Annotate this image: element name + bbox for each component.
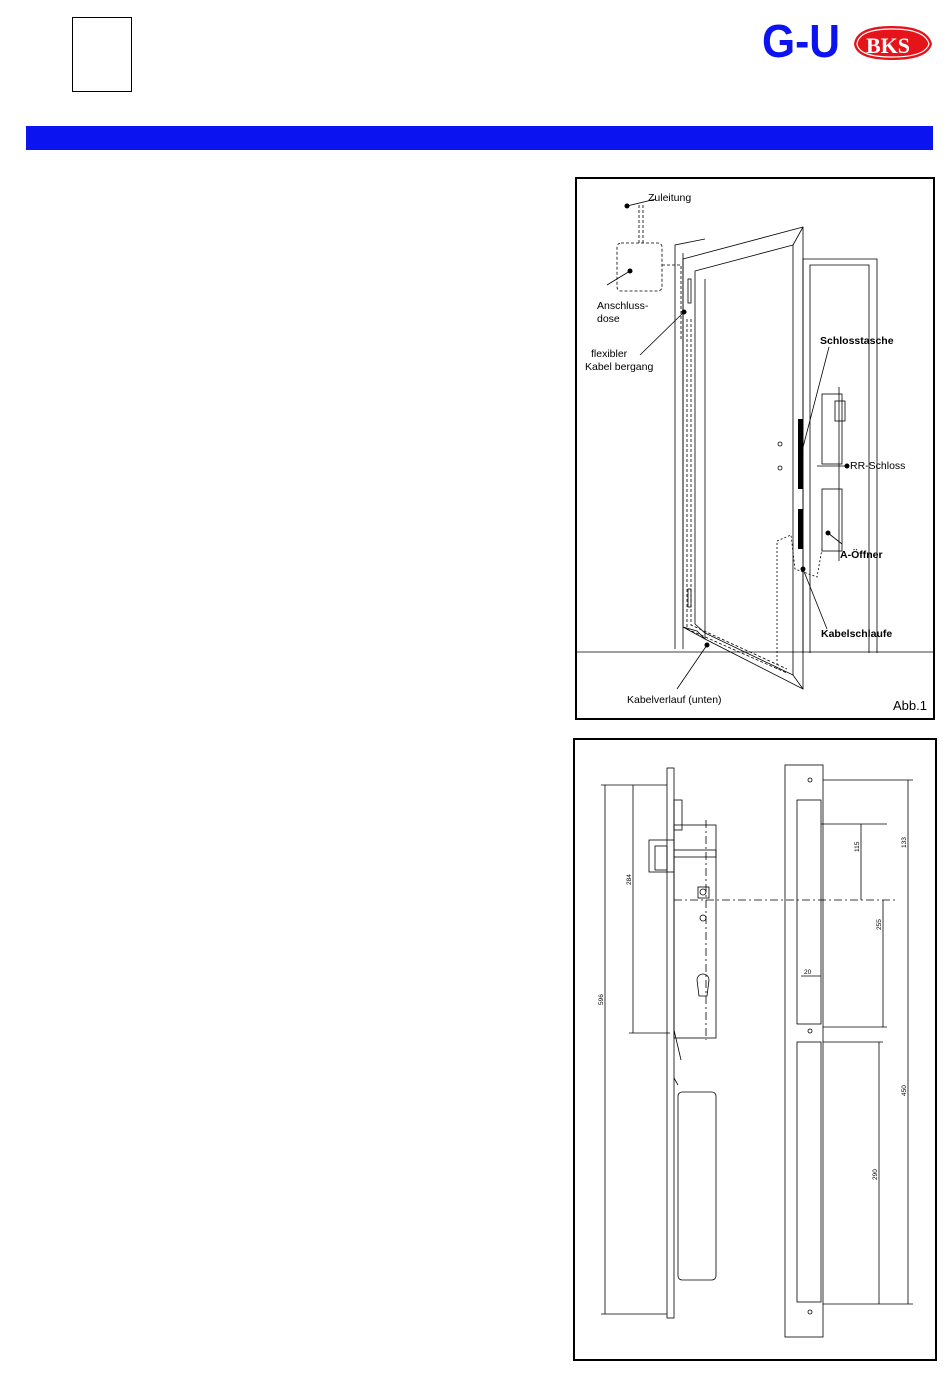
dim-115: 115 (854, 841, 861, 852)
label-kabelverlauf: Kabelverlauf (unten) (627, 694, 722, 706)
label-flex-1: flexibler (591, 348, 628, 360)
dim-596: 596 (598, 994, 605, 1005)
dim-450: 450 (901, 1085, 908, 1096)
svg-text:G-U: G-U (762, 15, 840, 64)
label-flex-2: Kabel bergang (585, 361, 654, 373)
gu-logo (762, 15, 840, 64)
dim-20: 20 (804, 969, 812, 976)
header-divider-bar (26, 126, 933, 150)
brand-logo (760, 14, 935, 64)
label-anschlussdose-1: Anschluss- (597, 300, 649, 312)
figure-caption: Abb.1 (893, 698, 927, 713)
label-anschlussdose-2: dose (597, 313, 620, 325)
figure-lock-dimensions (573, 738, 937, 1361)
label-schlosstasche: Schlosstasche (820, 335, 894, 347)
label-kabelschlaufe: Kabelschlaufe (821, 628, 893, 640)
dim-284: 284 (626, 874, 633, 885)
page-number-box (72, 17, 132, 92)
dim-255: 255 (876, 919, 883, 930)
figure-door-installation (575, 177, 935, 720)
label-rr-schloss: RR-Schloss (850, 460, 906, 472)
label-zuleitung: Zuleitung (648, 192, 692, 204)
bks-logo (854, 26, 932, 60)
dim-290: 290 (872, 1169, 879, 1180)
dim-133: 133 (901, 837, 908, 848)
svg-text:BKS: BKS (866, 33, 911, 58)
label-a-oeffner: A-Öffner (840, 549, 883, 561)
